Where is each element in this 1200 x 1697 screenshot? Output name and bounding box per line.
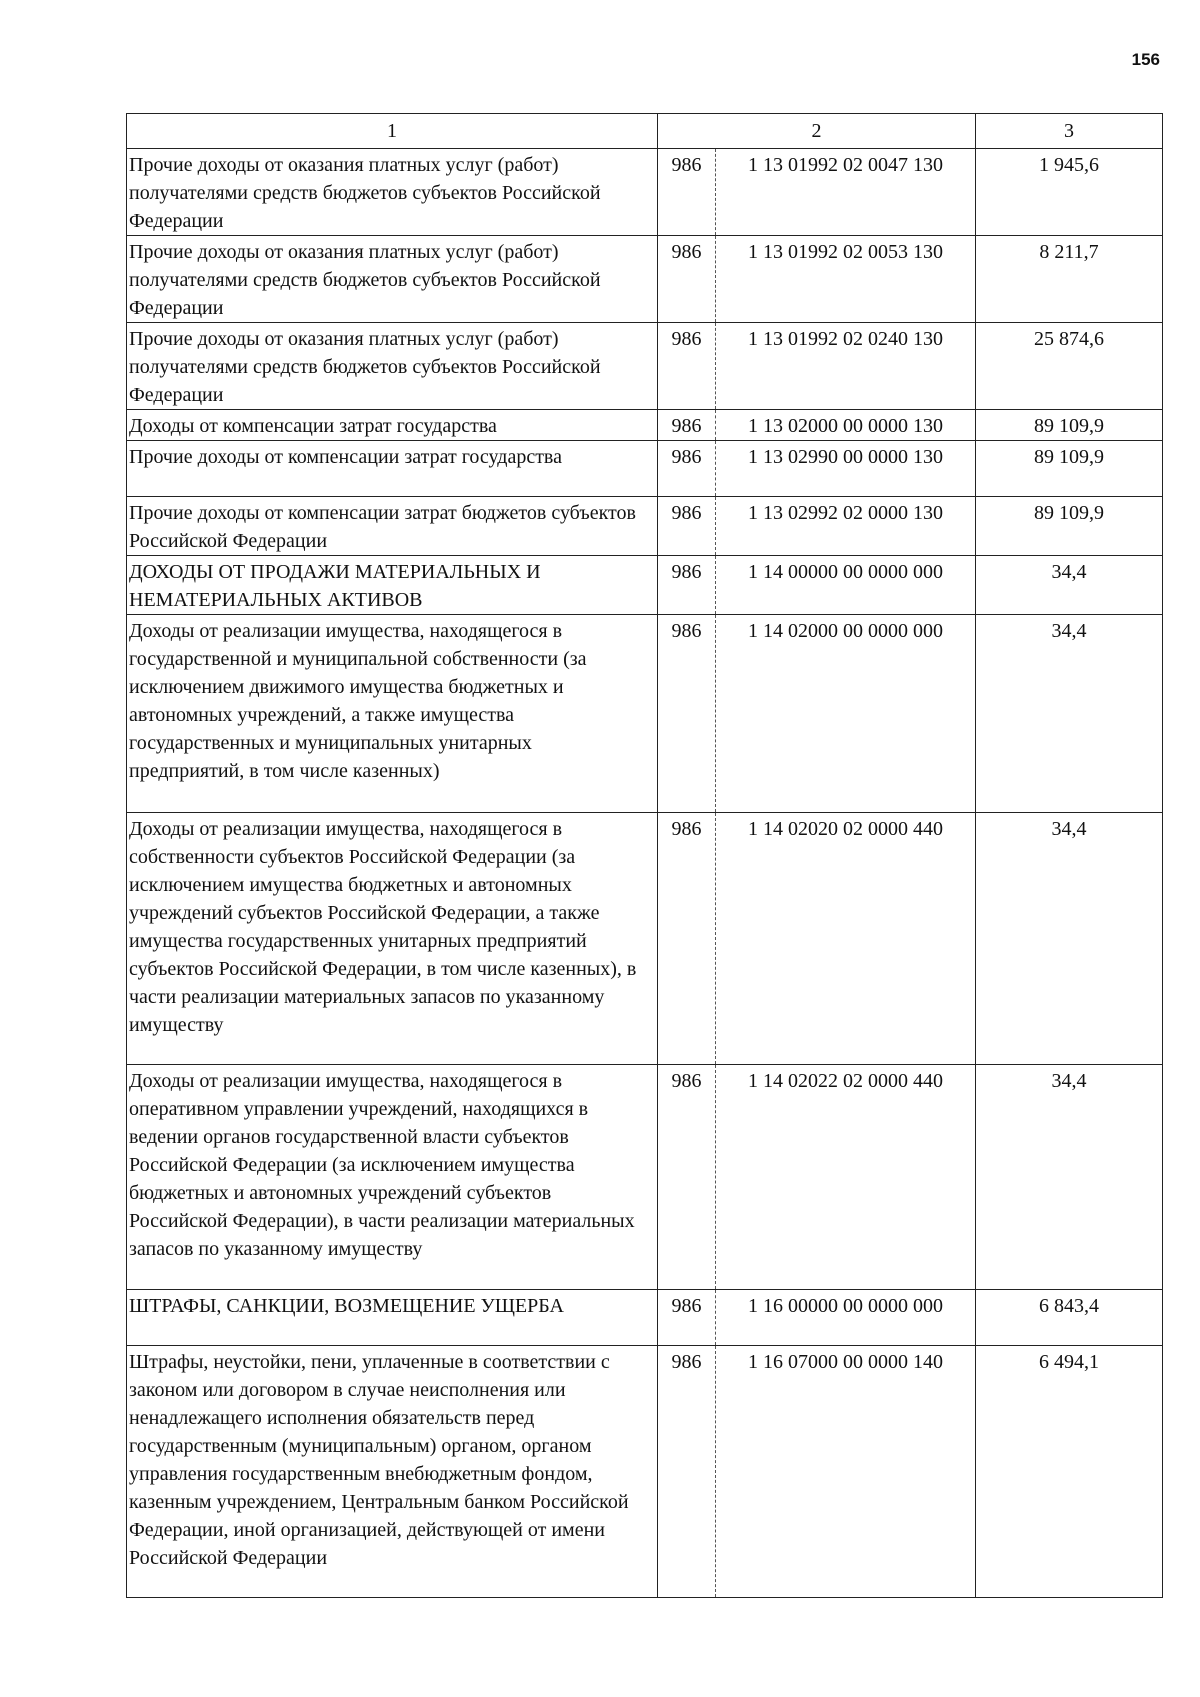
row-budget-code: 1 13 02000 00 0000 130 (716, 410, 976, 441)
row-amount: 89 109,9 (976, 441, 1163, 497)
table-row (127, 1346, 1163, 1598)
row-budget-code: 1 13 01992 02 0240 130 (716, 323, 976, 410)
table-row (127, 410, 1163, 441)
page-number: 156 (1131, 50, 1160, 69)
table-row (127, 1065, 1163, 1290)
row-budget-code: 1 13 01992 02 0047 130 (716, 149, 976, 236)
row-amount: 89 109,9 (976, 497, 1163, 556)
row-budget-code: 1 16 07000 00 0000 140 (716, 1346, 976, 1598)
row-amount: 6 843,4 (976, 1290, 1163, 1346)
row-name: Доходы от реализации имущества, находящегося в оперативном управлении учреждений, находящихся в ведении органов государственной власти субъектов Российской Федерации (за исключением имущества бюджетных и автономных учреждений субъектов Российской Федерации), в части реализации материальных запасов по указанному имуществу (127, 1065, 658, 1290)
row-name: Доходы от реализации имущества, находящегося в государственной и муниципальной собственности (за исключением движимого имущества бюджетных и автономных учреждений, а также имущества государственных и муниципальных унитарных предприятий, в том числе казенных) (127, 615, 658, 813)
row-budget-code: 1 14 02022 02 0000 440 (716, 1065, 976, 1290)
header-col-1: 1 (127, 114, 658, 149)
row-name: ДОХОДЫ ОТ ПРОДАЖИ МАТЕРИАЛЬНЫХ И НЕМАТЕРИАЛЬНЫХ АКТИВОВ (127, 556, 658, 615)
row-admin-code: 986 (658, 410, 716, 441)
row-budget-code: 1 14 02020 02 0000 440 (716, 813, 976, 1065)
row-amount: 1 945,6 (976, 149, 1163, 236)
row-name: Прочие доходы от компенсации затрат бюджетов субъектов Российской Федерации (127, 497, 658, 556)
row-admin-code: 986 (658, 813, 716, 1065)
row-admin-code: 986 (658, 323, 716, 410)
row-admin-code: 986 (658, 441, 716, 497)
row-budget-code: 1 13 02990 00 0000 130 (716, 441, 976, 497)
row-name: Прочие доходы от оказания платных услуг (работ) получателями средств бюджетов субъектов Российской Федерации (127, 323, 658, 410)
row-amount: 8 211,7 (976, 236, 1163, 323)
row-admin-code: 986 (658, 1065, 716, 1290)
row-name: Доходы от компенсации затрат государства (127, 410, 658, 441)
row-name: Штрафы, неустойки, пени, уплаченные в соответствии с законом или договором в случае неисполнения или ненадлежащего исполнения обязательств перед государственным (муниципальным) органом, органом управления государственным внебюджетным фондом, казенным учреждением, Центральным банком Российской Федерации, иной организацией, действующей от имени Российской Федерации (127, 1346, 658, 1598)
row-name: Доходы от реализации имущества, находящегося в собственности субъектов Российской Федерации (за исключением имущества бюджетных и автономных учреждений субъектов Российской Федерации, а также имущества государственных унитарных предприятий субъектов Российской Федерации, в том числе казенных), в части реализации материальных запасов по указанному имуществу (127, 813, 658, 1065)
row-amount: 34,4 (976, 615, 1163, 813)
row-budget-code: 1 13 02992 02 0000 130 (716, 497, 976, 556)
row-name: Прочие доходы от оказания платных услуг (работ) получателями средств бюджетов субъектов Российской Федерации (127, 149, 658, 236)
row-budget-code: 1 16 00000 00 0000 000 (716, 1290, 976, 1346)
header-col-3: 3 (976, 114, 1163, 149)
table-row (127, 236, 1163, 323)
row-admin-code: 986 (658, 497, 716, 556)
row-name: ШТРАФЫ, САНКЦИИ, ВОЗМЕЩЕНИЕ УЩЕРБА (127, 1290, 658, 1346)
row-budget-code: 1 14 00000 00 0000 000 (716, 556, 976, 615)
row-admin-code: 986 (658, 236, 716, 323)
revenue-table (126, 113, 1163, 1598)
table-row (127, 497, 1163, 556)
table-row (127, 813, 1163, 1065)
table-row (127, 323, 1163, 410)
table-row (127, 615, 1163, 813)
table-row (127, 556, 1163, 615)
header-col-2: 2 (658, 114, 976, 149)
row-admin-code: 986 (658, 149, 716, 236)
table-row (127, 441, 1163, 497)
row-amount: 25 874,6 (976, 323, 1163, 410)
row-admin-code: 986 (658, 615, 716, 813)
row-name: Прочие доходы от компенсации затрат государства (127, 441, 658, 497)
row-amount: 89 109,9 (976, 410, 1163, 441)
row-budget-code: 1 13 01992 02 0053 130 (716, 236, 976, 323)
table-row (127, 149, 1163, 236)
row-admin-code: 986 (658, 1346, 716, 1598)
row-amount: 34,4 (976, 813, 1163, 1065)
table-header-row (127, 114, 1163, 149)
row-amount: 6 494,1 (976, 1346, 1163, 1598)
row-name: Прочие доходы от оказания платных услуг (работ) получателями средств бюджетов субъектов Российской Федерации (127, 236, 658, 323)
row-budget-code: 1 14 02000 00 0000 000 (716, 615, 976, 813)
row-amount: 34,4 (976, 556, 1163, 615)
row-admin-code: 986 (658, 556, 716, 615)
row-admin-code: 986 (658, 1290, 716, 1346)
table-row (127, 1290, 1163, 1346)
row-amount: 34,4 (976, 1065, 1163, 1290)
